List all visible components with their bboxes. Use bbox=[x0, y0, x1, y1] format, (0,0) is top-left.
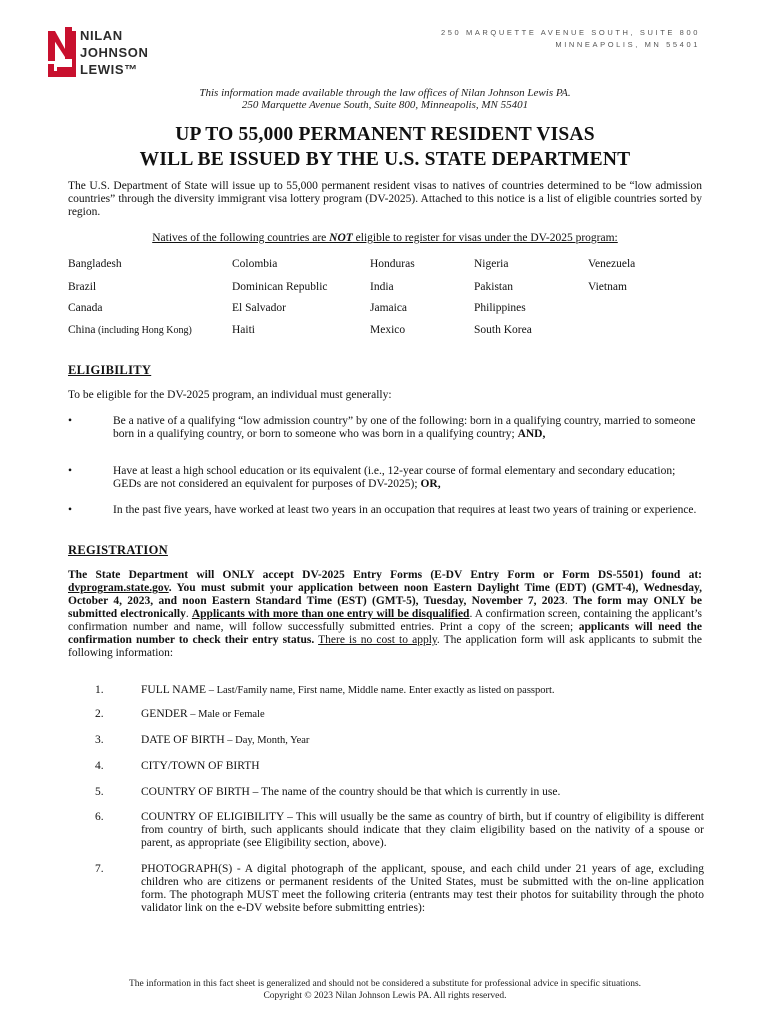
eligibility-heading: ELIGIBILITY bbox=[68, 363, 152, 377]
country-cell: India bbox=[370, 281, 394, 293]
country-cell: El Salvador bbox=[232, 302, 286, 314]
info-line-1: This information made available through the law offices of Nilan Johnson Lewis PA. bbox=[199, 87, 571, 99]
nilan-johnson-lewis-logo-icon bbox=[48, 27, 76, 77]
eligibility-bullet-1: Be a native of a qualifying “low admission country” by one of the following: born in a qualifying country, married to someone born in a qualifying country, or born to someone who was born in a qualifying country; AND, bbox=[113, 415, 696, 440]
item-number: 7. bbox=[95, 863, 104, 875]
item-number: 4. bbox=[95, 760, 104, 772]
country-cell: Bangladesh bbox=[68, 258, 122, 270]
country-cell: Brazil bbox=[68, 281, 97, 293]
footer-copyright: Copyright © 2023 Nilan Johnson Lewis PA. All rights reserved. bbox=[263, 991, 507, 1001]
bullet-mark: • bbox=[68, 415, 73, 427]
registration-paragraph: The State Department will ONLY accept DV-2025 Entry Forms (E-DV Entry Form or Form DS-5501) found at: dvprogram.state.gov. You must submit your application between noon Eastern Daylight Time (EDT) (GMT-4), Wednesday, October 4, 2023, and noon Eastern Standard Time (EST) (GMT-5), Tuesday, November 7, 2023. The form may ONLY be submitted electronically. Applicants with more than one entry will be disqualified. A confirmation screen, containing the applicant’s confirmation number and name, will follow successfully submitted entries. Print a copy of the screen; applicants will need the confirmation number to check their entry status. There is no cost to apply. The application form will ask applicants to submit the following information: bbox=[68, 569, 702, 659]
country-cell: Vietnam bbox=[588, 281, 627, 293]
item-photographs: PHOTOGRAPH(S) - A digital photograph of the applicant, spouse, and each child under 21 years of age, excluding children who are citizens or permanent residents of the United States, must be submitted with the on-line application form. The photograph MUST meet the following criteria (entrants may test their photos for suitability through the photo validator link on the e-DV website before submitting entries): bbox=[141, 863, 704, 914]
item-number: 2. bbox=[95, 708, 104, 720]
country-cell: Honduras bbox=[370, 258, 415, 270]
country-cell: Dominican Republic bbox=[232, 281, 328, 293]
bullet-mark: • bbox=[68, 465, 73, 477]
item-gender: GENDER – Male or Female bbox=[141, 708, 265, 720]
firm-address-line-2: MINNEAPOLIS, MN 55401 bbox=[555, 40, 700, 49]
country-cell: China (including Hong Kong) bbox=[68, 324, 192, 336]
page-title-line-1: UP TO 55,000 PERMANENT RESIDENT VISAS bbox=[175, 124, 595, 145]
firm-address-line-1: 250 MARQUETTE AVENUE SOUTH, SUITE 800 bbox=[440, 28, 700, 37]
logo-word-2: JOHNSON bbox=[80, 45, 149, 60]
info-line-2: 250 Marquette Avenue South, Suite 800, Minneapolis, MN 55401 bbox=[241, 99, 529, 111]
item-city-of-birth: CITY/TOWN OF BIRTH bbox=[141, 760, 260, 772]
item-number: 5. bbox=[95, 786, 104, 798]
eligibility-bullet-3: In the past five years, have worked at least two years in an occupation that requires at least two years of training or experience. bbox=[113, 504, 697, 516]
country-cell: Canada bbox=[68, 302, 103, 314]
bullet-mark: • bbox=[68, 504, 73, 516]
item-country-of-eligibility: COUNTRY OF ELIGIBILITY – This will usually be the same as country of birth, but if country of eligibility is different from country of birth, such applicants should indicate that they claim eligibility based on the nativity of a spouse or parent, as appropriate (see Eligibility section, above). bbox=[141, 811, 704, 849]
footer-disclaimer: The information in this fact sheet is generalized and should not be considered a substitute for professional advice in specific situations. bbox=[128, 979, 642, 989]
country-cell: Jamaica bbox=[370, 302, 408, 314]
logo-word-3: LEWIS™ bbox=[80, 62, 138, 77]
country-cell: Venezuela bbox=[588, 258, 636, 270]
country-cell: Colombia bbox=[232, 258, 278, 270]
country-cell: Haiti bbox=[232, 324, 255, 336]
dvprogram-link[interactable]: dvprogram.state.gov bbox=[68, 582, 169, 594]
page-title-line-2: WILL BE ISSUED BY THE U.S. STATE DEPARTMENT bbox=[139, 149, 631, 170]
item-number: 6. bbox=[95, 811, 104, 823]
eligibility-lead: To be eligible for the DV-2025 program, an individual must generally: bbox=[68, 389, 392, 401]
natives-not-eligible-line: Natives of the following countries are NOT eligible to register for visas under the DV-2025 program: bbox=[152, 232, 618, 244]
country-cell: Nigeria bbox=[474, 258, 509, 270]
country-cell: South Korea bbox=[474, 324, 532, 336]
item-full-name: FULL NAME – Last/Family name, First name, Middle name. Enter exactly as listed on passport. bbox=[141, 684, 555, 696]
country-cell: Pakistan bbox=[474, 281, 513, 293]
eligibility-bullet-2: Have at least a high school education or its equivalent (i.e., 12-year course of formal elementary and secondary education; GEDs are not considered an equivalent for purposes of DV-2025); OR, bbox=[113, 465, 676, 490]
country-cell: Philippines bbox=[474, 302, 526, 314]
item-country-of-birth: COUNTRY OF BIRTH – The name of the country should be that which is currently in use. bbox=[141, 786, 561, 798]
country-cell: Mexico bbox=[370, 324, 406, 336]
item-number: 1. bbox=[95, 684, 104, 696]
registration-heading: REGISTRATION bbox=[68, 543, 168, 557]
item-number: 3. bbox=[95, 734, 104, 746]
item-date-of-birth: DATE OF BIRTH – Day, Month, Year bbox=[141, 734, 310, 746]
logo-word-1: NILAN bbox=[80, 28, 123, 43]
intro-paragraph: The U.S. Department of State will issue up to 55,000 permanent resident visas to natives of countries determined to be “low admission countries” through the diversity immigrant visa lottery program (DV-2025). Attached to this notice is a list of eligible countries sorted by region. bbox=[68, 180, 702, 218]
